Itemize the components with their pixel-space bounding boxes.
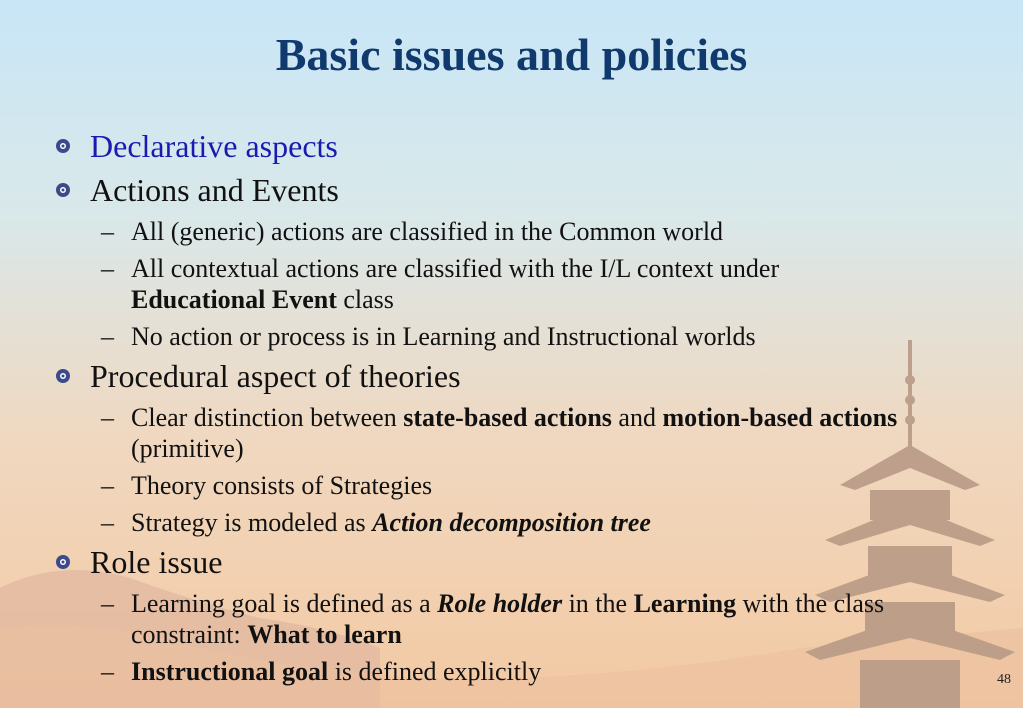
bullet-role-issue xyxy=(55,542,975,582)
bullet-procedural-aspect xyxy=(55,356,975,396)
sub-bullet: – Strategy is modeled as Action decomposition tree xyxy=(101,508,651,537)
sub-bullet: – All contextual actions are classified with the I/L context under Educational Event class xyxy=(101,254,780,314)
bullet-text: Actions and Events xyxy=(90,172,339,208)
flower-bullet-icon xyxy=(55,182,71,198)
bullet-actions-events xyxy=(55,170,975,210)
flower-bullet-icon xyxy=(55,138,71,154)
bullet-list xyxy=(55,122,975,687)
flower-bullet-icon xyxy=(55,554,71,570)
sub-bullet: – Clear distinction between state-based actions and motion-based actions (primitive) xyxy=(101,403,898,463)
slide-title: Basic issues and policies xyxy=(275,29,748,80)
sub-bullet: – Theory consists of Strategies xyxy=(101,471,433,500)
sub-bullet: – All (generic) actions are classified in the Common world xyxy=(101,217,724,246)
sub-bullet: – No action or process is in Learning and Instructional worlds xyxy=(101,322,756,351)
bullet-text: Role issue xyxy=(90,544,223,580)
sub-bullet: – Instructional goal is defined explicitly xyxy=(101,657,542,686)
bullet-text: Declarative aspects xyxy=(90,128,338,164)
sub-bullet: – Learning goal is defined as a Role holder in the Learning with the class constraint: What to learn xyxy=(101,589,885,649)
bullet-declarative-aspects xyxy=(55,126,975,166)
flower-bullet-icon xyxy=(55,368,71,384)
bullet-text: Procedural aspect of theories xyxy=(90,358,461,394)
page-number: 48 xyxy=(997,672,1011,687)
